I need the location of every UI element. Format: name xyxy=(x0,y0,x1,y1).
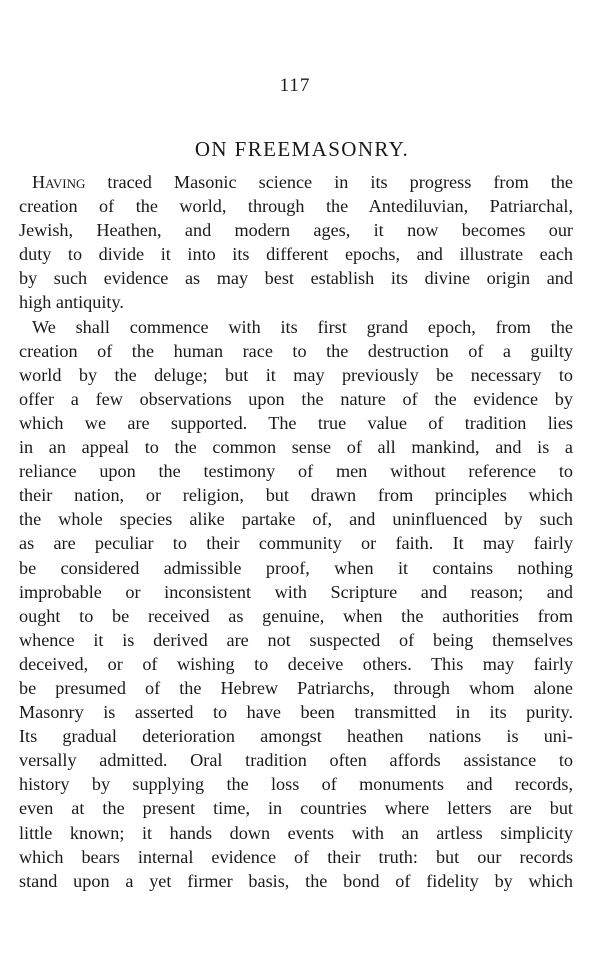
text-line: duty to divide it into its different epochs, and illustrate each xyxy=(19,244,573,265)
text-line: by such evidence as may best establish its divine origin and xyxy=(19,268,573,289)
text-line: which we are supported. The true value of tradition lies xyxy=(19,412,573,433)
text-line: the whole species alike partake of, and uninfluenced by such xyxy=(19,509,573,530)
text-line: ought to be received as genuine, when the authorities from xyxy=(19,605,573,626)
text-line-content: traced Masonic science in its progress from the xyxy=(107,172,573,192)
lead-word: Having xyxy=(32,172,86,192)
text-line: as are peculiar to their community or faith. It may fairly xyxy=(19,533,573,554)
text-line: improbable or inconsistent with Scripture and reason; and xyxy=(19,581,573,602)
text-line: even at the present time, in countries where letters are but xyxy=(19,798,573,819)
text-line: Masonry is asserted to have been transmitted in its purity. xyxy=(19,702,573,723)
text-line: reliance upon the testimony of men without reference to xyxy=(19,461,573,482)
text-line: in an appeal to the common sense of all mankind, and is a xyxy=(19,437,573,458)
text-line: be presumed of the Hebrew Patriarchs, through whom alone xyxy=(19,677,573,698)
text-line: versally admitted. Oral tradition often affords assistance to xyxy=(19,750,573,771)
text-line: stand upon a yet firmer basis, the bond of fidelity by which xyxy=(19,870,573,891)
body-text xyxy=(19,170,573,893)
text-line: little known; it hands down events with an artless simplicity xyxy=(19,822,573,843)
text-line: creation of the world, through the Antediluvian, Patriarchal, xyxy=(19,196,573,217)
text-line: Jewish, Heathen, and modern ages, it now becomes our xyxy=(19,220,573,241)
text-line xyxy=(19,170,573,194)
text-line: their nation, or religion, but drawn from principles which xyxy=(19,485,573,506)
text-line: be considered admissible proof, when it contains nothing xyxy=(19,557,573,578)
page-number: 117 xyxy=(279,75,311,96)
text-line: world by the deluge; but it may previously be necessary to xyxy=(19,364,573,385)
text-line: creation of the human race to the destruction of a guilty xyxy=(19,340,573,361)
text-line: We shall commence with its first grand epoch, from the xyxy=(32,316,573,337)
text-line: whence it is derived are not suspected of being themselves xyxy=(19,629,573,650)
text-line: history by supplying the loss of monuments and records, xyxy=(19,774,573,795)
text-line: Its gradual deterioration amongst heathen nations is uni- xyxy=(19,726,573,747)
chapter-title: ON FREEMASONRY. xyxy=(194,137,410,161)
text-line: which bears internal evidence of their truth: but our records xyxy=(19,846,573,867)
text-line: offer a few observations upon the nature of the evidence by xyxy=(19,388,573,409)
text-line: high antiquity. xyxy=(19,292,124,313)
text-line: deceived, or of wishing to deceive others. This may fairly xyxy=(19,653,573,674)
